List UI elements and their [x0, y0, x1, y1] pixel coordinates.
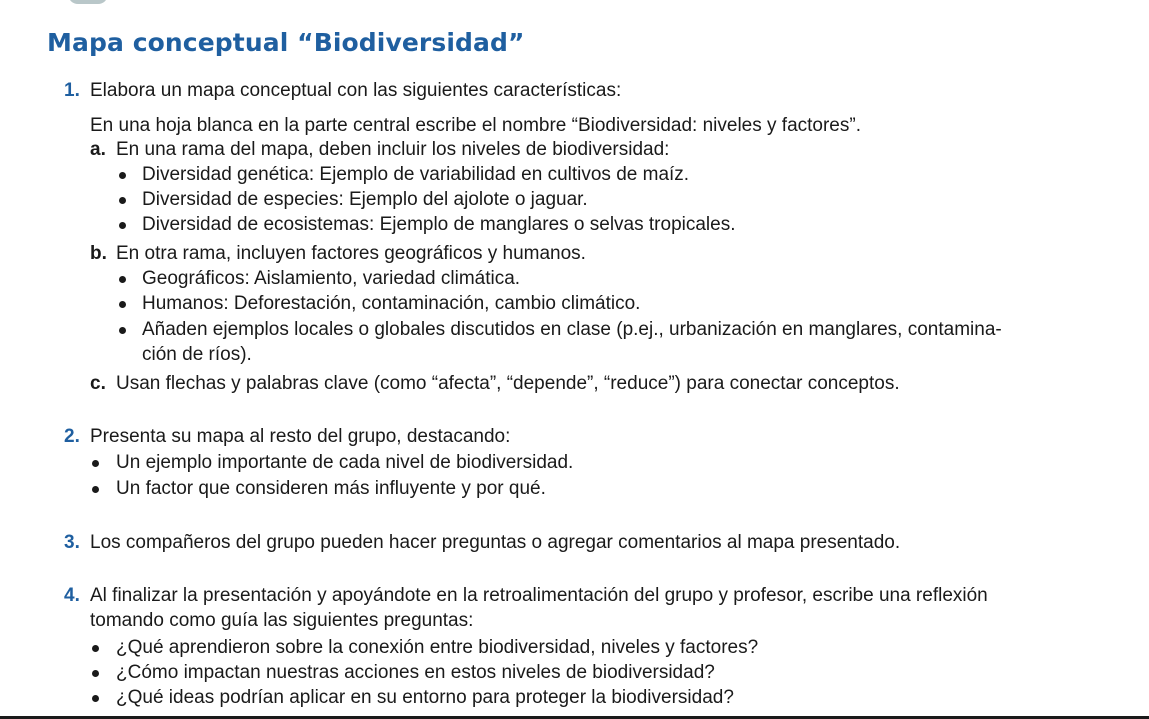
bullet-dot	[92, 670, 99, 677]
item-4-number: 4.	[64, 585, 80, 606]
item-3-text: Los compañeros del grupo pueden hacer preguntas o agregar comentarios al mapa presentado.	[90, 532, 901, 553]
item-2-number: 2.	[64, 426, 80, 447]
bullet-dot	[119, 197, 126, 204]
item-1a-letter: a.	[90, 139, 106, 160]
item-1c-text: Usan flechas y palabras clave (como “afecta”, “depende”, “reduce”) para conectar conceptos.	[116, 373, 900, 394]
page-title: Mapa conceptual “Biodiversidad”	[47, 28, 525, 57]
item-1b-text: En otra rama, incluyen factores geográficos y humanos.	[116, 243, 586, 264]
item-2	[64, 426, 510, 448]
list-item: Un ejemplo importante de cada nivel de biodiversidad.	[116, 452, 574, 473]
item-1a	[90, 139, 669, 161]
bullet-dot	[119, 301, 126, 308]
bullet-dot	[119, 276, 126, 283]
item-1c	[90, 373, 900, 395]
item-3-number: 3.	[64, 532, 80, 553]
list-item-continuation: ción de ríos).	[142, 344, 252, 365]
item-2-text: Presenta su mapa al resto del grupo, destacando:	[90, 426, 511, 447]
bullet-dot	[119, 327, 126, 334]
item-1-text: Elabora un mapa conceptual con las siguientes características:	[90, 80, 622, 101]
list-item: Un factor que consideren más influyente y por qué.	[116, 478, 546, 499]
bullet-dot	[92, 695, 99, 702]
item-3	[64, 532, 900, 554]
bullet-dot	[92, 486, 99, 493]
list-item: ¿Qué aprendieron sobre la conexión entre biodiversidad, niveles y factores?	[116, 637, 759, 658]
item-1a-text: En una rama del mapa, deben incluir los niveles de biodiversidad:	[116, 139, 670, 160]
item-4	[64, 585, 988, 607]
list-item: ¿Cómo impactan nuestras acciones en estos niveles de biodiversidad?	[116, 662, 715, 683]
list-item: Diversidad de ecosistemas: Ejemplo de manglares o selvas tropicales.	[142, 214, 736, 235]
item-1	[64, 80, 621, 102]
bullet-dot	[119, 172, 126, 179]
item-1c-letter: c.	[90, 373, 106, 394]
item-1b-letter: b.	[90, 243, 107, 264]
list-item: Diversidad de especies: Ejemplo del ajolote o jaguar.	[142, 189, 588, 210]
list-item: Diversidad genética: Ejemplo de variabilidad en cultivos de maíz.	[142, 164, 690, 185]
bullet-dot	[92, 460, 99, 467]
corner-decoration	[68, 0, 108, 4]
bullet-dot	[119, 222, 126, 229]
item-4-text-continuation: tomando como guía las siguientes preguntas:	[90, 610, 474, 631]
item-4-text: Al finalizar la presentación y apoyándote en la retroalimentación del grupo y profesor, escribe una reflexión	[90, 585, 988, 606]
item-1-number: 1.	[64, 80, 80, 101]
bullet-dot	[92, 645, 99, 652]
list-item: Humanos: Deforestación, contaminación, cambio climático.	[142, 293, 641, 314]
item-1b	[90, 243, 586, 265]
list-item: ¿Qué ideas podrían aplicar en su entorno para proteger la biodiversidad?	[116, 687, 734, 708]
list-item: Geográficos: Aislamiento, variedad climática.	[142, 268, 521, 289]
list-item: Añaden ejemplos locales o globales discutidos en clase (p.ej., urbanización en manglares, contamina-	[142, 319, 1002, 340]
item-1-paragraph: En una hoja blanca en la parte central escribe el nombre “Biodiversidad: niveles y factores”.	[90, 115, 861, 136]
